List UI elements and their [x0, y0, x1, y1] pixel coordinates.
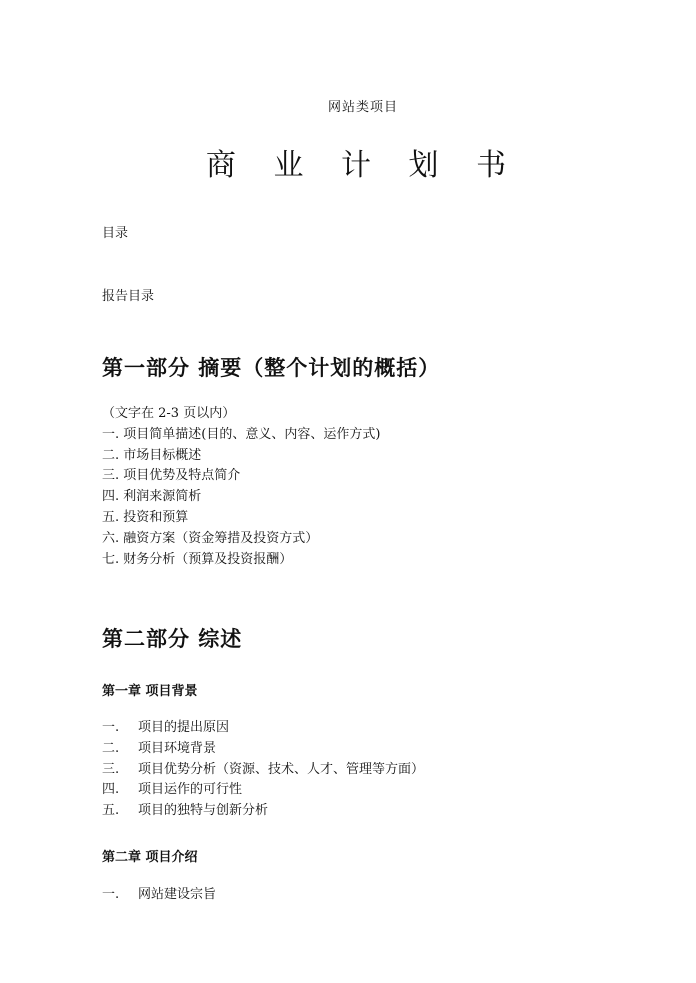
list-item-text: 项目的提出原因: [138, 720, 230, 735]
report-toc-label: 报告目录: [102, 289, 155, 304]
list-item-number: 一.: [102, 720, 120, 735]
list-item-text: 项目环境背景: [138, 740, 217, 756]
list-item-number: 三.: [102, 761, 120, 777]
list-item: 一. 项目简单描述(目的、意义、内容、运作方式): [102, 426, 381, 442]
list-item: [102, 885, 216, 906]
list-item: 五. 投资和预算: [102, 509, 189, 525]
list-item: 四. 利润来源简析: [102, 489, 202, 505]
list-item: [102, 801, 424, 822]
document-category: 网站类项目: [327, 100, 398, 115]
part1-list: [102, 404, 380, 570]
list-item-number: 五.: [102, 803, 120, 819]
chapter1-list: [102, 718, 424, 822]
list-item: [102, 780, 424, 801]
part2-heading: 第二部分 综述: [102, 626, 243, 651]
toc-label: 目录: [102, 226, 129, 241]
list-item-text: 项目运作的可行性: [138, 782, 243, 798]
document-title: 商 业 计 划 书: [205, 148, 521, 183]
list-item: 七. 财务分析（预算及投资报酬）: [102, 551, 293, 567]
list-item: [102, 739, 424, 760]
list-item: 六. 融资方案（资金筹措及投资方式）: [102, 530, 319, 546]
list-item: [102, 718, 424, 739]
part1-note: （文字在 2-3 页以内）: [102, 406, 236, 421]
part1-heading: 第一部分 摘要（整个计划的概括）: [102, 355, 441, 380]
list-item-number: 四.: [102, 782, 120, 798]
list-item-number: 一.: [102, 887, 120, 902]
chapter2-heading: 第二章 项目介绍: [102, 850, 198, 865]
list-item-text: 网站建设宗旨: [138, 887, 217, 902]
chapter2-list: [102, 885, 216, 906]
list-item: 二. 市场目标概述: [102, 447, 202, 463]
list-item: 三. 项目优势及特点简介: [102, 468, 241, 484]
list-item-text: 项目的独特与创新分析: [138, 803, 269, 819]
list-item: [102, 760, 424, 781]
chapter1-heading: 第一章 项目背景: [102, 684, 198, 699]
list-item-number: 二.: [102, 740, 120, 756]
list-item-text: 项目优势分析（资源、技术、人才、管理等方面）: [138, 761, 425, 777]
